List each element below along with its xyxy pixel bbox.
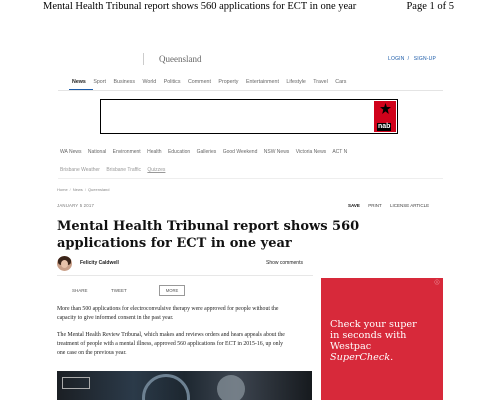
- local-item-weather[interactable]: Brisbane Weather: [60, 167, 100, 173]
- main-nav: [72, 79, 352, 85]
- ad-info-icon[interactable]: ⓘ: [434, 280, 440, 286]
- nav-item-world[interactable]: World: [142, 79, 157, 85]
- ad-line: Check your super: [330, 319, 417, 330]
- login-link[interactable]: LOGIN: [388, 56, 405, 62]
- westpac-side-ad[interactable]: [321, 278, 443, 400]
- section-item-wa-news[interactable]: WA News: [60, 149, 82, 155]
- section-item-nsw-news[interactable]: NSW News: [263, 149, 290, 155]
- breadcrumb-separator: /: [69, 187, 71, 192]
- image-equipment-knob: [217, 375, 245, 400]
- nav-item-cars[interactable]: Cars: [335, 79, 347, 85]
- more-share-button[interactable]: MORE: [159, 285, 185, 296]
- article-date: JANUARY 5 2017: [57, 203, 95, 208]
- signup-link[interactable]: SIGN-UP: [413, 56, 436, 62]
- ad-copy: [330, 319, 440, 363]
- article-actions: [348, 203, 436, 208]
- section-item-victoria-news[interactable]: Victoria News: [295, 149, 327, 155]
- nav-item-sport[interactable]: Sport: [93, 79, 106, 85]
- section-nav: [60, 149, 352, 155]
- nav-item-property[interactable]: Property: [218, 79, 239, 85]
- ad-line: in seconds with: [330, 330, 407, 341]
- author-row: [57, 256, 313, 272]
- article-headline: Mental Health Tribunal report shows 560 applications for ECT in one year: [57, 219, 360, 251]
- nav-item-travel[interactable]: Travel: [313, 79, 328, 85]
- nav-item-politics[interactable]: Politics: [163, 79, 181, 85]
- author-divider: [57, 275, 313, 276]
- masthead-divider: [143, 53, 144, 65]
- site-brand[interactable]: Queensland: [159, 54, 202, 64]
- share-button[interactable]: SHARE: [72, 288, 88, 293]
- nav-divider: [58, 90, 443, 91]
- local-item-traffic[interactable]: Brisbane Traffic: [106, 167, 141, 173]
- section-nav-divider: [58, 178, 443, 179]
- ad-line: SuperCheck.: [330, 352, 394, 363]
- nab-logo-text: nab: [378, 123, 391, 130]
- article-paragraph: More than 500 applications for electroconvulsive therapy were approved for people without the capacity to give informed consent in the past year.: [57, 306, 279, 321]
- account-divider: /: [407, 56, 410, 62]
- article-hero-image[interactable]: [57, 371, 312, 400]
- ad-line: Westpac: [330, 341, 372, 352]
- breadcrumb-home[interactable]: Home: [57, 187, 68, 192]
- section-item-galleries[interactable]: Galleries: [196, 149, 217, 155]
- local-item-quizzes[interactable]: Quizzes: [147, 167, 166, 173]
- print-doc-title: Mental Health Tribunal report shows 560 applications for ECT in one year: [43, 1, 357, 12]
- save-button[interactable]: SAVE: [348, 203, 360, 208]
- local-nav: [60, 167, 170, 173]
- banner-ad[interactable]: [100, 99, 398, 134]
- image-equipment-ring: [142, 374, 190, 400]
- nab-logo: [374, 101, 396, 132]
- article-paragraph: The Mental Health Review Tribunal, which makes and reviews orders and hears appeals about the treatment of people with a mental illness, approved 560 applications for ECT in 2015-16, up only one case on the previous year.: [57, 332, 285, 356]
- section-item-health[interactable]: Health: [147, 149, 162, 155]
- section-item-act-news[interactable]: ACT N: [332, 149, 348, 155]
- print-button[interactable]: PRINT: [368, 203, 382, 208]
- section-item-national[interactable]: National: [87, 149, 107, 155]
- breadcrumb: [57, 187, 110, 192]
- section-item-education[interactable]: Education: [167, 149, 191, 155]
- section-item-environment[interactable]: Environment: [112, 149, 141, 155]
- nav-item-news[interactable]: News: [72, 79, 86, 85]
- nav-item-comment[interactable]: Comment: [187, 79, 211, 85]
- account-links: [388, 56, 439, 62]
- article-body: [57, 305, 289, 366]
- section-item-good-weekend[interactable]: Good Weekend: [222, 149, 258, 155]
- license-article-button[interactable]: LICENSE ARTICLE: [389, 203, 430, 208]
- show-comments-link[interactable]: Show comments: [266, 260, 303, 266]
- author-avatar[interactable]: [57, 256, 72, 271]
- author-name[interactable]: Felicity Caldwell: [80, 260, 119, 266]
- nav-item-lifestyle[interactable]: Lifestyle: [286, 79, 306, 85]
- star-icon: [380, 103, 391, 114]
- tweet-button[interactable]: TWEET: [111, 288, 127, 293]
- print-header: [0, 0, 500, 14]
- breadcrumb-separator: /: [84, 187, 86, 192]
- breadcrumb-queensland[interactable]: Queensland: [87, 187, 110, 192]
- print-page-number: Page 1 of 5: [406, 1, 454, 12]
- breadcrumb-news[interactable]: News: [72, 187, 83, 192]
- nav-item-business[interactable]: Business: [113, 79, 135, 85]
- gallery-badge[interactable]: [62, 377, 90, 389]
- avatar-face: [61, 260, 68, 268]
- nav-item-entertainment[interactable]: Entertainment: [245, 79, 279, 85]
